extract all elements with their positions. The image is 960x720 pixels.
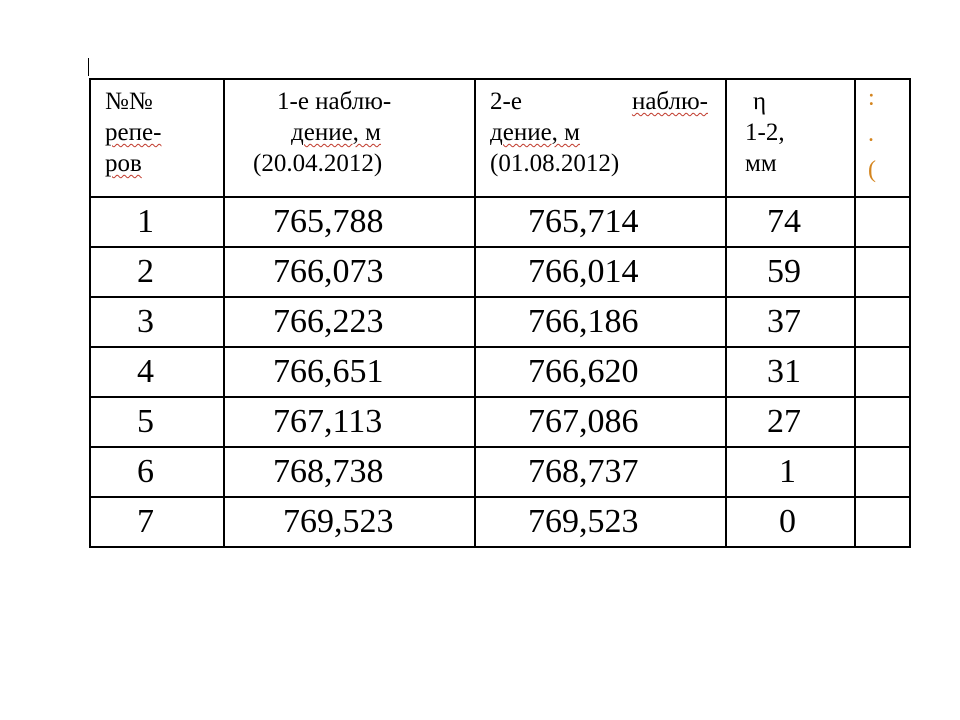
cell-obs2: 767,086: [528, 403, 639, 440]
header-number-line1: №№: [105, 88, 153, 115]
table-header-row: [90, 79, 910, 197]
header-obs2-word2: наблю-: [631, 88, 708, 115]
cell-eta: 37: [767, 303, 801, 340]
header-eta-line2: 1-2,: [745, 119, 785, 146]
cell-clipped: [855, 347, 910, 397]
cell-clipped: [855, 447, 910, 497]
cell-obs1: 766,073: [273, 253, 384, 290]
cell-id: 3: [137, 303, 154, 340]
cell-obs1: 766,223: [273, 303, 384, 340]
header-cell-eta: [726, 79, 855, 197]
table-row: [90, 447, 910, 497]
header-cell-clipped: [855, 79, 910, 197]
cell-clipped: [855, 397, 910, 447]
cell-obs1: 767,113: [273, 403, 383, 440]
cell-obs2: 768,737: [528, 453, 639, 490]
cell-clipped: [855, 247, 910, 297]
header-obs1-line3: (20.04.2012): [253, 150, 383, 177]
cell-obs2: 766,186: [528, 303, 639, 340]
header-cell-number: [90, 79, 224, 197]
table-row: [90, 497, 910, 547]
cell-obs1: 766,651: [273, 353, 384, 390]
cell-obs2: 765,714: [528, 203, 639, 240]
header-obs2-word1: 2-е: [490, 88, 522, 115]
header-obs1-line1: 1-е наблю-: [277, 88, 392, 115]
data-table: [89, 78, 911, 548]
cell-clipped: [855, 497, 910, 547]
cell-eta: 27: [767, 403, 801, 440]
clipped-column-marks: : . (: [868, 85, 876, 183]
cell-obs1: 768,738: [273, 453, 384, 490]
header-eta-line1: η: [753, 88, 767, 115]
table-row: [90, 247, 910, 297]
cell-obs2: 766,620: [528, 353, 639, 390]
table-row: [90, 397, 910, 447]
table-viewport: [89, 78, 876, 560]
table-row: [90, 197, 910, 247]
cell-eta: 59: [767, 253, 801, 290]
cell-obs2: 769,523: [528, 503, 639, 540]
header-number-line2: репе-: [105, 119, 162, 146]
cell-id: 1: [137, 203, 154, 240]
cell-id: 2: [137, 253, 154, 290]
cell-id: 7: [137, 503, 154, 540]
cell-id: 5: [137, 403, 154, 440]
cell-clipped: [855, 197, 910, 247]
header-cell-obs2: [475, 79, 726, 197]
cell-id: 6: [137, 453, 154, 490]
table-row: [90, 347, 910, 397]
header-obs2-line3: (01.08.2012): [490, 150, 620, 177]
header-number-line3: ров: [105, 150, 142, 177]
text-cursor: [88, 58, 89, 76]
cell-clipped: [855, 297, 910, 347]
header-obs1-line2: дение, м: [291, 119, 381, 146]
header-cell-obs1: [224, 79, 475, 197]
cell-eta: 0: [779, 503, 796, 540]
cell-obs2: 766,014: [528, 253, 639, 290]
cell-obs1: 769,523: [283, 503, 394, 540]
header-obs2-line2: дение, м: [490, 119, 580, 146]
cell-id: 4: [137, 353, 154, 390]
cell-obs1: 765,788: [273, 203, 384, 240]
cell-eta: 1: [779, 453, 796, 490]
table-row: [90, 297, 910, 347]
cell-eta: 74: [767, 203, 801, 240]
header-eta-line3: мм: [745, 150, 777, 177]
cell-eta: 31: [767, 353, 801, 390]
